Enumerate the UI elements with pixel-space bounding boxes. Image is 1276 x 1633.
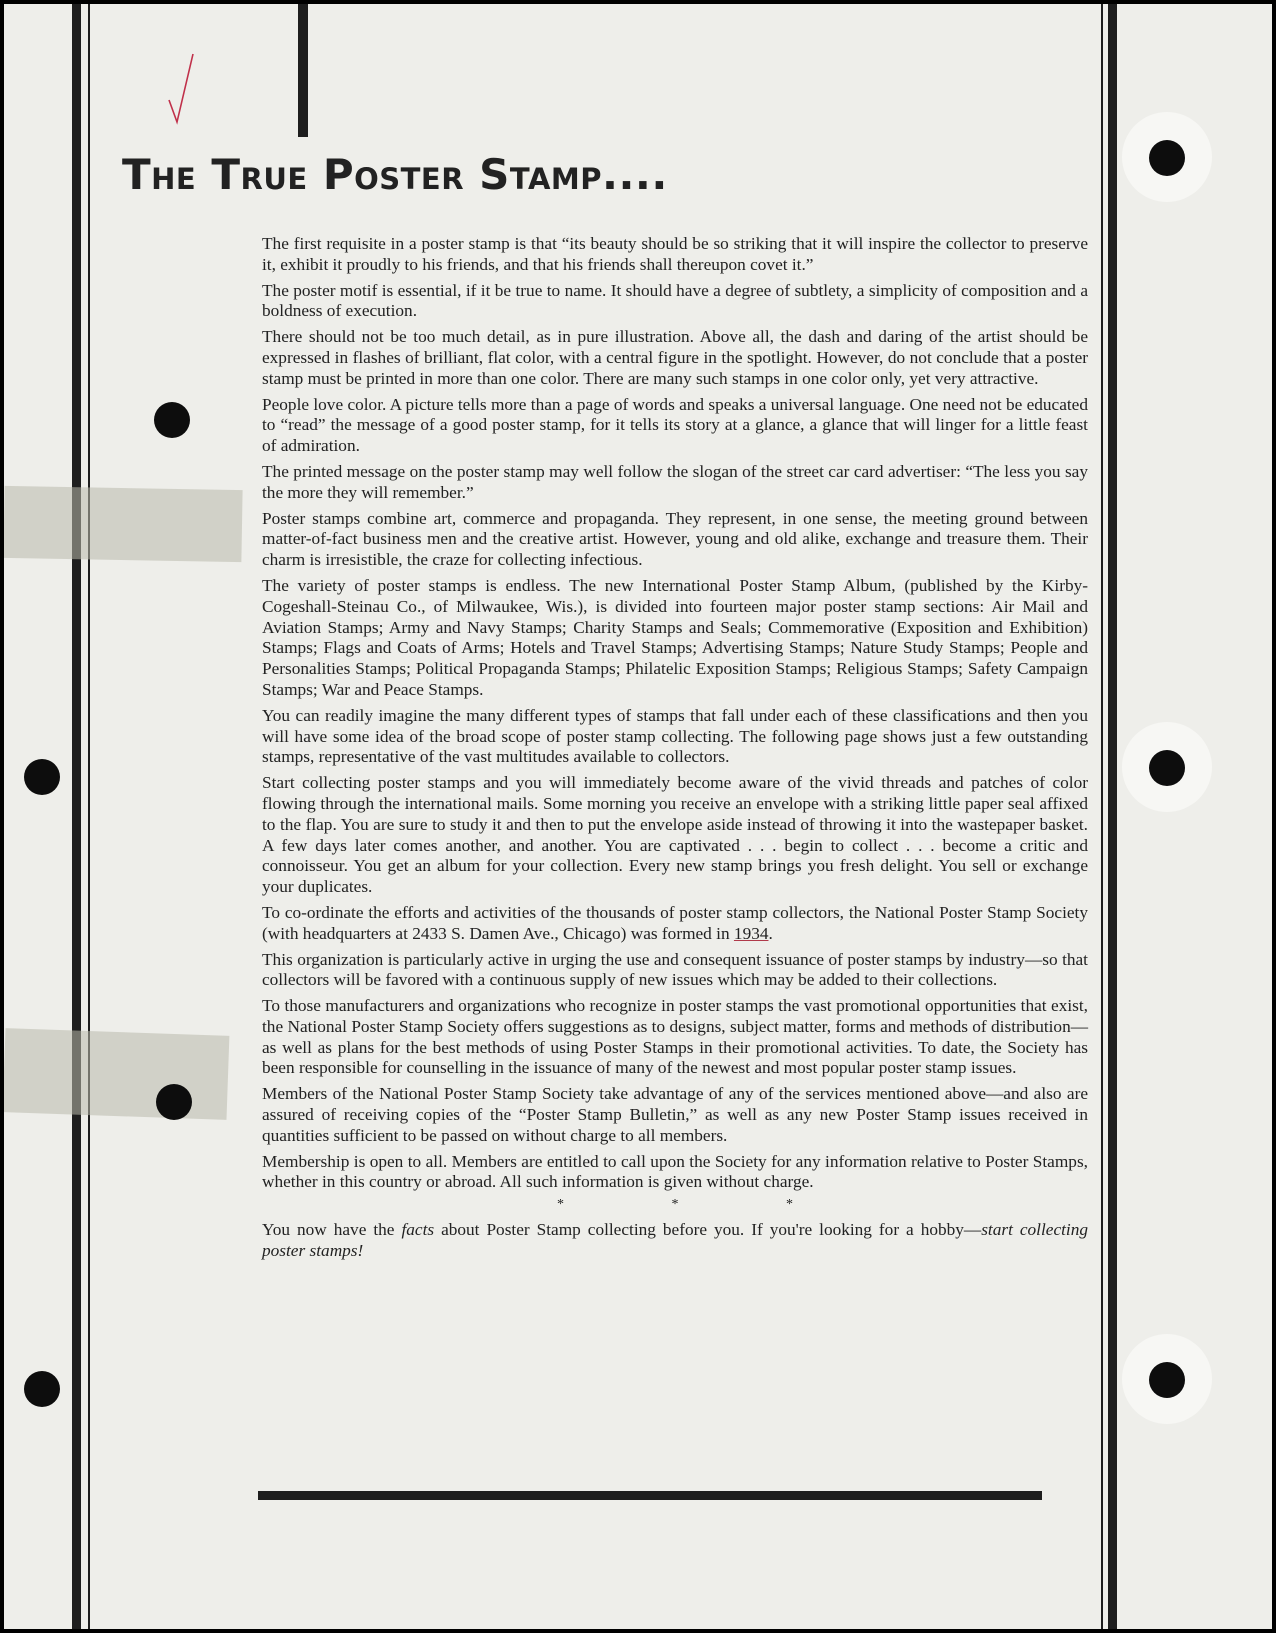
closing-emphasis: start collecting poster stamps! xyxy=(262,1220,1089,1260)
society-text-end: . xyxy=(768,923,773,943)
bleed-through-mark xyxy=(853,134,863,179)
left-frame-rule xyxy=(72,4,81,1629)
paragraph: Members of the National Poster Stamp Society take advantage of any of the services mentioned above—and also are assured of receiving copies of the “Poster Stamp Bulletin,” as well as any new Poster Stamp issues received in quantities sufficient to be passed on without charge to all members. xyxy=(262,1084,1088,1145)
paragraph: Poster stamps combine art, commerce and propaganda. They represent, in one sense, the meeting ground between matter-of-fact business men and the creative artist. However, young and old alike, exchange and treasure them. Their charm is irresistible, the craze for collecting infectious. xyxy=(262,508,1088,570)
handwritten-check-mark xyxy=(167,50,197,130)
paragraph: There should not be too much detail, as in pure illustration. Above all, the dash and daring of the artist should be expressed in flashes of brilliant, flat color, with a central figure in the spotlight. However, do not conclude that a poster stamp must be printed in more than one color. There are many such stamps in one color only, yet very attractive. xyxy=(262,327,1088,388)
paragraph: The first requisite in a poster stamp is that “its beauty should be so striking that it will inspire the collector to preserve it, exhibit it proudly to his friends, and that his friends shall thereupon covet it.” xyxy=(262,234,1088,274)
paragraph: The poster motif is essential, if it be true to name. It should have a degree of subtlety, a simplicity of composition and a boldness of execution. xyxy=(262,280,1088,321)
paragraph: You can readily imagine the many different types of stamps that fall under each of these classifications and then you will have some idea of the broad scope of poster stamp collecting. The following page shows just a few outstanding stamps, representative of the vast multitudes available to collectors. xyxy=(262,705,1088,767)
punch-hole xyxy=(24,759,60,795)
paragraph: Start collecting poster stamps and you will immediately become aware of the vivid threads and patches of color flowing through the international mails. Some morning you receive an envelope with a striking little paper seal affixed to the flap. You are sure to study it and then to put the envelope aside instead of throwing it into the wastepaper basket. A few days later comes another, and another. You are captivated . . . begin to collect . . . become a critic and connoisseur. You get an album for your collection. Every new stamp brings you fresh delight. You sell or exchange your duplicates. xyxy=(262,773,1088,897)
article-body xyxy=(262,234,1088,1267)
founding-year: 1934 xyxy=(733,923,769,943)
punch-hole xyxy=(1149,1362,1185,1398)
page-title: The True Poster Stamp.... xyxy=(122,150,668,199)
title-vertical-bar xyxy=(298,4,308,137)
punch-hole xyxy=(1149,140,1185,176)
section-separator: * * * xyxy=(557,1197,845,1213)
punch-hole xyxy=(1149,750,1185,786)
paragraph: Membership is open to all. Members are entitled to call upon the Society for any information relative to Poster Stamps, whether in this country or abroad. All such information is given without charge. xyxy=(262,1151,1088,1192)
closing-paragraph xyxy=(262,1220,1088,1262)
paragraph: People love color. A picture tells more than a page of words and speaks a universal language. One need not be educated to “read” the message of a good poster stamp, for it tells its story at a glance, a glance that will linger for a little feast of admiration. xyxy=(262,394,1088,456)
closing-text: You now have the xyxy=(262,1220,402,1240)
right-frame-thin-rule xyxy=(1101,4,1103,1629)
document-page xyxy=(4,4,1272,1629)
punch-hole xyxy=(156,1084,192,1120)
society-text: To co-ordinate the efforts and activities of the thousands of poster stamp collectors, the National Poster Stamp Society (with headquarters at 2433 S. Damen Ave., Chicago) was formed in xyxy=(262,902,1088,943)
right-frame-rule xyxy=(1108,4,1117,1629)
punch-hole xyxy=(154,402,190,438)
paragraph: The variety of poster stamps is endless. The new International Poster Stamp Album, (published by the Kirby-Cogeshall-Steinau Co., of Milwaukee, Wis.), is divided into fourteen major poster stamp sections: Air Mail and Aviation Stamps; Army and Navy Stamps; Charity Stamps and Seals; Commemorative (Exposition and Exhibition) Stamps; Flags and Coats of Arms; Hotels and Travel Stamps; Advertising Stamps; Nature Study Stamps; People and Personalities Stamps; Political Propaganda Stamps; Philatelic Exposition Stamps; Religious Stamps; Safety Campaign Stamps; War and Peace Stamps. xyxy=(262,575,1088,699)
left-frame-thin-rule xyxy=(88,4,90,1629)
tape-strip-bottom xyxy=(4,1028,229,1120)
paragraph: To those manufacturers and organizations who recognize in poster stamps the vast promotional opportunities that exist, the National Poster Stamp Society offers suggestions as to designs, subject matter, forms and methods of distribution—as well as plans for the best methods of using Poster Stamps in their promotional activities. To date, the Society has been responsible for counselling in the issuance of many of the newest and most popular poster stamp issues. xyxy=(262,996,1088,1078)
closing-text-middle: about Poster Stamp collecting before you. If you're looking for a hobby— xyxy=(434,1220,982,1240)
paragraph: This organization is particularly active in urging the use and consequent issuance of poster stamps by industry—so that collectors will be favored with a continuous supply of new issues which may be added to their collections. xyxy=(262,949,1088,990)
punch-hole xyxy=(24,1371,60,1407)
paragraph: The printed message on the poster stamp may well follow the slogan of the street car card advertiser: “The less you say the more they will remember.” xyxy=(262,461,1088,502)
closing-facts: facts xyxy=(401,1220,435,1240)
society-paragraph xyxy=(262,903,1088,945)
bottom-rule xyxy=(258,1491,1042,1500)
tape-strip-top xyxy=(4,486,243,562)
